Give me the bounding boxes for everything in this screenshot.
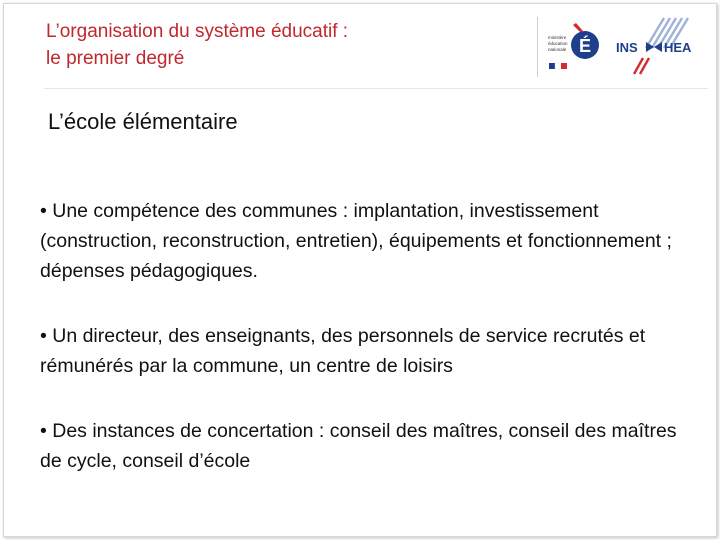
slide [3,3,717,537]
bullet-item: • Des instances de concertation : conseil des maîtres, conseil des maîtres de cycle, conseil d’école [40,420,677,472]
logos [536,14,708,78]
ministry-emblem-stroke [573,23,583,32]
ministry-emblem-letter: É [578,36,592,56]
title-line-1: L’organisation du système éducatif : [46,21,349,42]
slide-title [46,18,348,72]
ministry-text-1: ministère [548,35,567,40]
inshea-text-left: INS [616,40,638,55]
flag-red [561,63,567,69]
subtitle: L’école élémentaire [48,109,238,134]
ministry-logo [548,23,599,69]
flag-blue [549,63,555,69]
inshea-text-right: HEA [664,40,692,55]
header-divider [44,88,708,89]
title-line-2: le premier degré [46,48,185,69]
bullet-item: • Un directeur, des enseignants, des personnels de service recrutés et rémunérés par la commune, un centre de loisirs [40,325,646,377]
inshea-logo [616,18,692,74]
flag-white [555,63,561,69]
bullet-item: • Une compétence des communes : implantation, investissement (construction, reconstruction, entretien), équipements et fonctionnement ; dépenses pédagogiques. [40,200,672,282]
ministry-text-2: éducation [548,41,568,46]
inshea-stripes-bottom [634,58,649,74]
ministry-text-3: nationale [548,47,567,52]
bullet-list [40,196,690,511]
